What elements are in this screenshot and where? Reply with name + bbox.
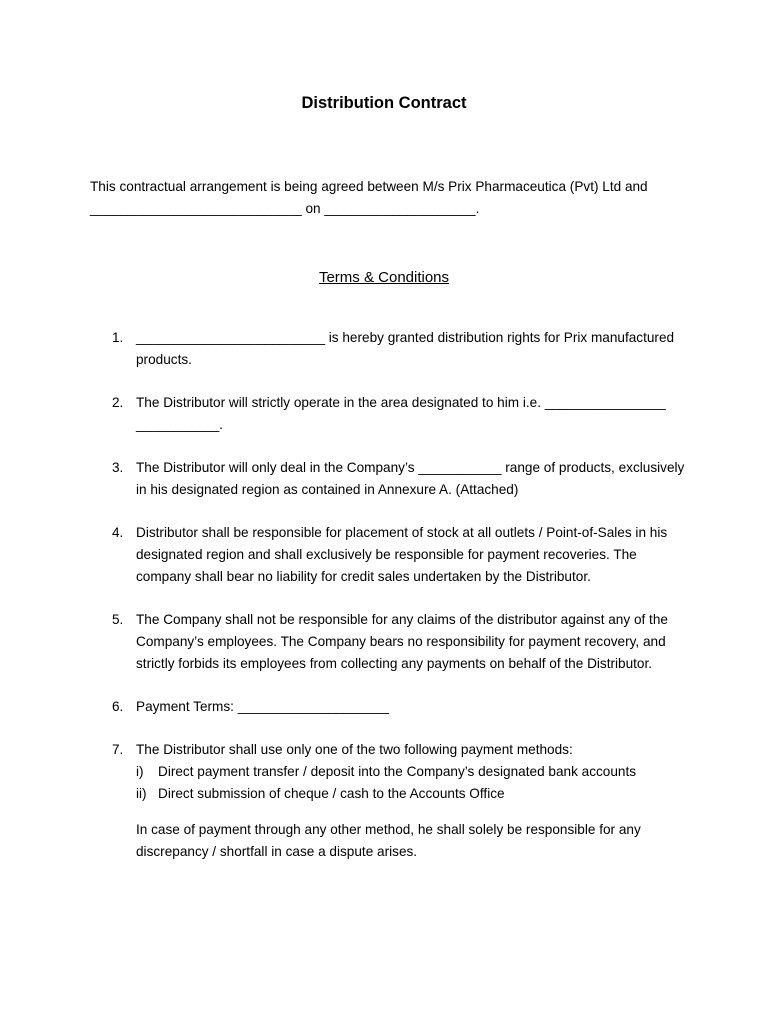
intro-line-2: ____________________________ on ____________________. <box>90 201 480 216</box>
term-text: Payment Terms: ____________________ <box>136 699 389 714</box>
payment-method-item <box>136 761 690 783</box>
terms-heading: Terms & Conditions <box>318 269 450 286</box>
payment-note: In case of payment through any other method, he shall solely be responsible for any discrepancy / shortfall in case a dispute arises. <box>136 822 641 859</box>
term-item-6 <box>90 696 690 718</box>
payment-method-item <box>136 783 690 805</box>
term-item-5 <box>90 609 690 675</box>
term-text: The Distributor will strictly operate in the area designated to him i.e. ________________ ___________. <box>136 395 666 432</box>
term-number: 5. <box>112 612 124 627</box>
term-number: 1. <box>112 330 124 345</box>
payment-method-number: i) <box>136 764 144 779</box>
term-text: Distributor shall be responsible for placement of stock at all outlets / Point-of-Sales in his designated region and shall exclusively be responsible for payment recoveries. The company shall bear no liability for credit sales undertaken by the Distributor. <box>136 525 668 584</box>
intro-line-1: This contractual arrangement is being agreed between M/s Prix Pharmaceutica (Pvt) Ltd and <box>90 179 648 194</box>
term-text: _________________________ is hereby granted distribution rights for Prix manufactured products. <box>136 330 675 367</box>
term-number: 6. <box>112 699 124 714</box>
term-number: 3. <box>112 460 124 475</box>
term-item-1 <box>90 327 690 371</box>
term-text: The Distributor shall use only one of the two following payment methods: <box>136 742 573 757</box>
payment-methods-list <box>136 761 690 805</box>
intro-paragraph <box>90 176 700 220</box>
term-item-3 <box>90 457 690 501</box>
term-number: 2. <box>112 395 124 410</box>
term-item-4 <box>90 522 690 588</box>
terms-list <box>90 327 690 863</box>
payment-method-text: Direct payment transfer / deposit into the Company’s designated bank accounts <box>158 764 637 779</box>
term-number: 4. <box>112 525 124 540</box>
term-item-7 <box>90 739 690 863</box>
document-title: Distribution Contract <box>301 94 467 112</box>
term-text: The Company shall not be responsible for any claims of the distributor against any of the Company’s employees. The Company bears no responsibility for payment recovery, and strictly forbids its employees from collecting any payments on behalf of the Distributor. <box>136 612 668 671</box>
term-number: 7. <box>112 742 124 757</box>
term-text: The Distributor will only deal in the Company’s ___________ range of products, exclusively in his designated region as contained in Annexure A. (Attached) <box>136 460 685 497</box>
term-item-2 <box>90 392 690 436</box>
payment-method-number: ii) <box>136 786 147 801</box>
payment-method-text: Direct submission of cheque / cash to the Accounts Office <box>158 786 505 801</box>
